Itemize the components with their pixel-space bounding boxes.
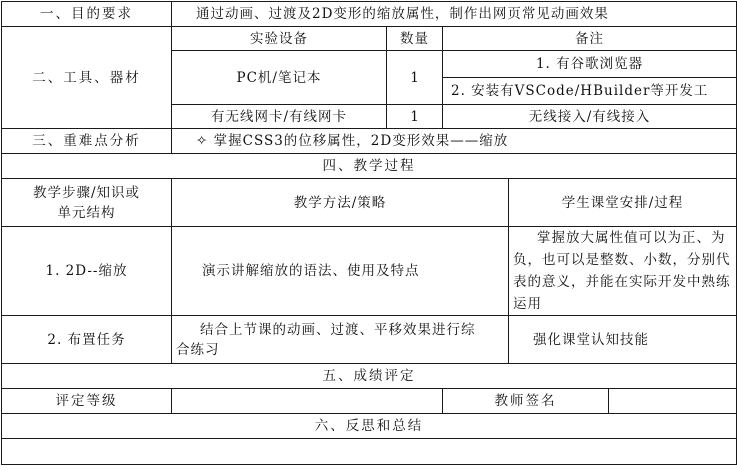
grade-value-field[interactable] bbox=[172, 389, 443, 414]
process-title-row bbox=[2, 154, 737, 179]
grade-label: 评定等级 bbox=[2, 389, 172, 414]
grading-title-row bbox=[2, 364, 737, 389]
equipment-cell: 有无线网卡/有线网卡 bbox=[172, 105, 387, 129]
equipment-cell: PC机/笔记本 bbox=[172, 51, 387, 105]
step-cell: 1. 2D--缩放 bbox=[2, 227, 172, 316]
signature-field[interactable] bbox=[609, 389, 737, 414]
keypoints-cell bbox=[172, 129, 737, 154]
lesson-plan-table bbox=[1, 1, 737, 465]
reflection-title-row bbox=[2, 414, 737, 439]
method-header: 教学方法/策略 bbox=[172, 179, 509, 227]
reflection-field[interactable] bbox=[2, 439, 737, 465]
reflection-row bbox=[2, 439, 737, 465]
remark-line: 1. 有谷歌浏览器 bbox=[443, 51, 737, 78]
student-cell: 掌握放大属性值可以为正、为负，也可以是整数、小数，分别代表的意义，并能在实际开发中熟练运用 bbox=[509, 227, 737, 316]
remarks-header: 备注 bbox=[443, 27, 737, 51]
remark-line: 无线接入/有线接入 bbox=[443, 105, 737, 129]
method-cell: 演示讲解缩放的语法、使用及特点 bbox=[172, 227, 509, 316]
lesson-plan-sheet bbox=[0, 1, 737, 470]
goal-row bbox=[2, 2, 737, 27]
step-header-line: 单元结构 bbox=[57, 204, 116, 221]
process-step-row bbox=[2, 316, 737, 364]
keypoints-row bbox=[2, 129, 737, 154]
step-header-line: 教学步骤/知识或 bbox=[32, 184, 141, 201]
step-cell: 2. 布置任务 bbox=[2, 316, 172, 364]
process-header-row bbox=[2, 179, 737, 227]
tools-header-row bbox=[2, 27, 737, 51]
student-cell: 强化课堂认知技能 bbox=[509, 316, 737, 364]
quantity-cell: 1 bbox=[387, 51, 443, 105]
remark-line: 2. 安装有VSCode/HBuilder等开发工 bbox=[443, 78, 737, 105]
method-cell: 结合上节课的动画、过渡、平移效果进行综合练习 bbox=[172, 316, 509, 364]
quantity-cell: 1 bbox=[387, 105, 443, 129]
quantity-header: 数量 bbox=[387, 27, 443, 51]
equipment-header: 实验设备 bbox=[172, 27, 387, 51]
keypoints-text: 掌握CSS3的位移属性，2D变形效果——缩放 bbox=[213, 133, 509, 149]
reflection-title: 六、反思和总结 bbox=[2, 414, 737, 439]
tools-label: 二、工具、器材 bbox=[2, 27, 172, 129]
diamond-bullet-icon: ✧ bbox=[196, 133, 209, 149]
goal-label: 一、目的要求 bbox=[2, 2, 172, 27]
student-header: 学生课堂安排/过程 bbox=[509, 179, 737, 227]
grading-row bbox=[2, 389, 737, 414]
keypoints-label: 三、重难点分析 bbox=[2, 129, 172, 154]
process-step-row bbox=[2, 227, 737, 316]
step-header bbox=[2, 179, 172, 227]
grading-title: 五、成绩评定 bbox=[2, 364, 737, 389]
signature-label: 教师签名 bbox=[443, 389, 609, 414]
process-title: 四、教学过程 bbox=[2, 154, 737, 179]
goal-text: 通过动画、过渡及2D变形的缩放属性，制作出网页常见动画效果 bbox=[172, 2, 737, 27]
